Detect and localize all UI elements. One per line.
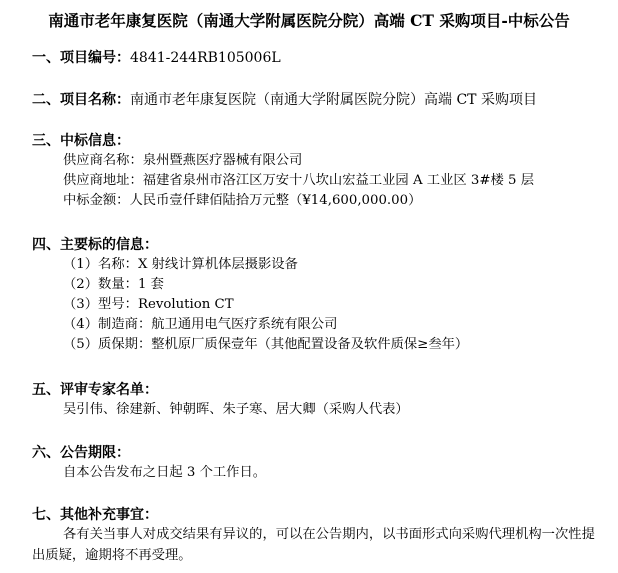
section-heading: 二、项目名称： xyxy=(32,92,130,108)
subject-item-quantity: （2）数量：1 套 xyxy=(63,277,164,292)
section-winning-bid-info xyxy=(32,131,608,211)
page-title: 南通市老年康复医院（南通大学附属医院分院）高端 CT 采购项目-中标公告 xyxy=(48,11,570,30)
section-heading: 五、评审专家名单： xyxy=(32,382,158,398)
subject-item-name: （1）名称：X 射线计算机体层摄影设备 xyxy=(63,257,298,272)
supplier-address-line: 供应商地址：福建省泉州市洛江区万安十八坎山宏益工业园 A 工业区 3#楼 5 层 xyxy=(63,173,534,188)
section-project-number xyxy=(32,48,608,68)
project-number-value: 4841-244RB105006L xyxy=(130,50,281,66)
section-heading: 四、主要标的信息： xyxy=(32,237,158,253)
subject-item-model: （3）型号：Revolution CT xyxy=(63,297,234,312)
announcement-period-line: 自本公告发布之日起 3 个工作日。 xyxy=(63,465,267,480)
expert-names-line: 吴引伟、徐建新、钟朝晖、朱子寒、居大卿（采购人代表） xyxy=(63,402,409,417)
section-project-name xyxy=(32,90,608,110)
section-heading: 七、其他补充事宜： xyxy=(32,507,158,523)
supplier-name-line: 供应商名称：泉州暨燕医疗器械有限公司 xyxy=(63,153,303,168)
section-other-matters xyxy=(32,505,608,566)
bid-amount-line: 中标金额：人民币壹仟肆佰陆拾万元整（¥14,600,000.00） xyxy=(63,193,422,208)
subject-item-manufacturer: （4）制造商：航卫通用电气医疗系统有限公司 xyxy=(63,317,338,332)
project-name-value: 南通市老年康复医院（南通大学附属医院分院）高端 CT 采购项目 xyxy=(130,92,537,108)
section-heading: 六、公告期限： xyxy=(32,445,130,461)
other-matters-paragraph: 各有关当事人对成交结果有异议的，可以在公告期内，以书面形式向采购代理机构一次性提出质疑，逾期将不再受理。 xyxy=(32,527,595,563)
section-expert-list xyxy=(32,380,608,420)
section-main-subject-info xyxy=(32,235,608,355)
section-announcement-period xyxy=(32,443,608,483)
subject-item-warranty: （5）质保期：整机原厂质保壹年（其他配置设备及软件质保≥叁年） xyxy=(63,337,469,352)
section-heading: 一、项目编号： xyxy=(32,50,130,66)
section-heading: 三、中标信息： xyxy=(32,133,130,149)
